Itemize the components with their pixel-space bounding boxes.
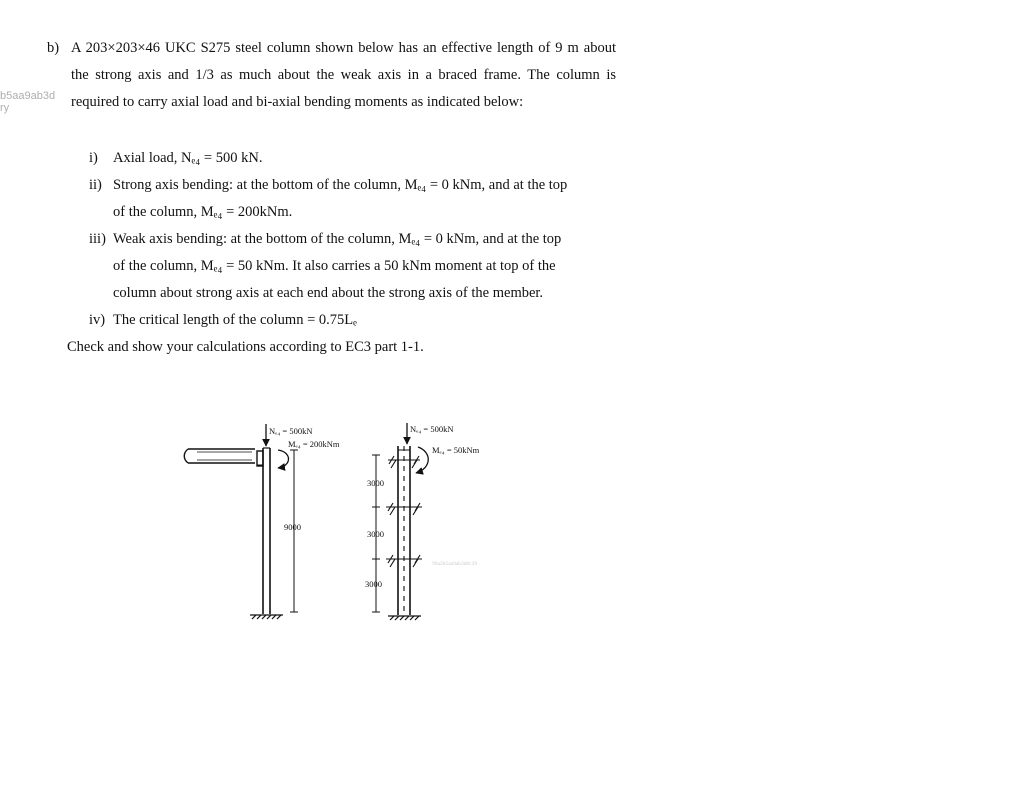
fixed-support [388, 616, 421, 620]
item-text: Strong axis bending: at the bottom of the column, Mₑ₄ = 0 kNm, and at the top [113, 177, 568, 193]
closing-instruction: Check and show your calculations according to EC3 part 1-1. [67, 339, 424, 355]
segment-label-2: 3000 [367, 529, 384, 539]
watermark-small: 90a2b5aa9ab3d0c29 [432, 561, 478, 567]
left-column-diagram [184, 424, 340, 619]
left-length-label: 9000 [284, 522, 301, 532]
item-text: The critical length of the column = 0.75Lₑ [113, 312, 357, 328]
watermark-text: ry [0, 102, 10, 114]
item-number: i) [89, 150, 98, 166]
right-axial-label: Nₑ₄ = 500kN [410, 424, 454, 434]
item-text: Axial load, Nₑ₄ = 500 kN. [113, 150, 263, 166]
segment-label-3: 3000 [365, 579, 382, 589]
left-moment-label: Mₑ₄ = 200kNm [288, 439, 340, 449]
item-number: ii) [89, 177, 102, 193]
problem-intro: A 203×203×46 UKC S275 steel column shown below has an effective length of 9 m about the strong axis and 1/3 as much about the weak axis in a braced frame. The column is required to carry axial load and bi-axial bending moments as indicated below: [71, 40, 616, 110]
item-text: column about strong axis at each end about the strong axis of the member. [113, 285, 544, 301]
segment-label-1: 3000 [367, 478, 384, 488]
item-text: of the column, Mₑ₄ = 200kNm. [113, 204, 293, 220]
item-number: iv) [89, 312, 106, 328]
beam [184, 449, 255, 463]
right-moment-label: Mₑ₄ = 50kNm [432, 445, 480, 455]
left-column [257, 448, 270, 614]
watermark-text: b5aa9ab3d [0, 90, 56, 102]
left-axial-label: Nₑ₄ = 500kN [269, 426, 313, 436]
right-column-diagram [365, 423, 480, 620]
item-text: of the column, Mₑ₄ = 50 kNm. It also carries a 50 kNm moment at top of the [113, 258, 556, 274]
fixed-support [250, 615, 283, 619]
right-column [398, 446, 410, 615]
item-number: iii) [89, 231, 106, 247]
problem-label: b) [47, 40, 60, 56]
item-text: Weak axis bending: at the bottom of the column, Mₑ₄ = 0 kNm, and at the top [113, 231, 562, 247]
moment-arrow [278, 450, 289, 468]
